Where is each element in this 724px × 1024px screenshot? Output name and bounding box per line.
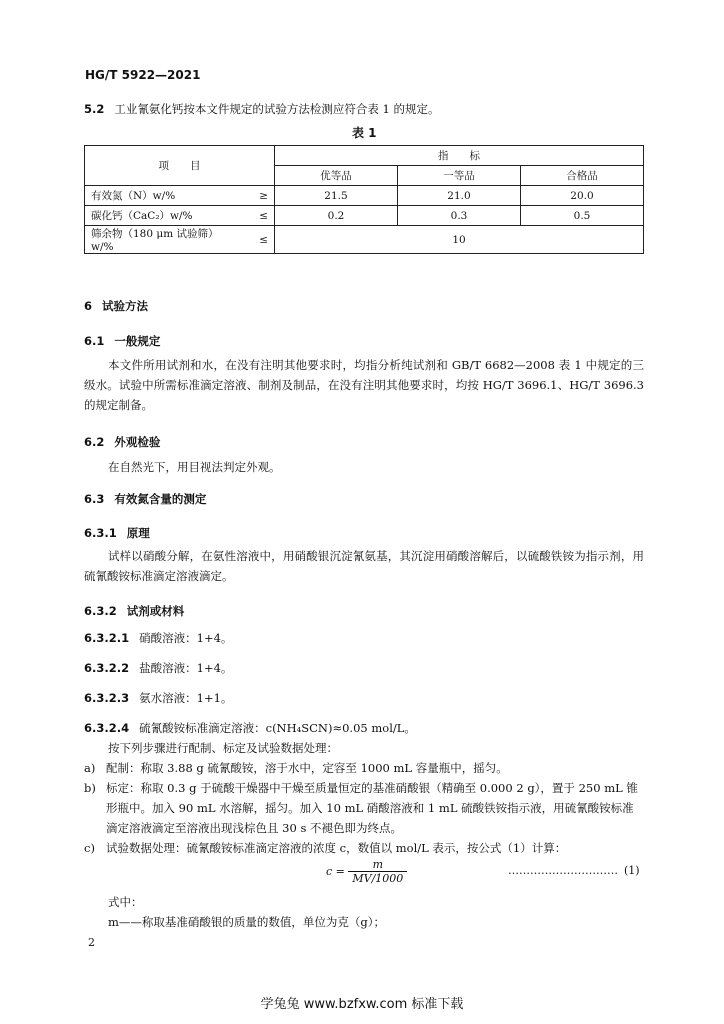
list-marker: a) (84, 761, 96, 775)
grade-cell: 优等品 (275, 166, 398, 186)
clause-5-2 (84, 101, 440, 117)
table-row (85, 206, 644, 226)
footer-watermark: 学兔兔 www.bzfxw.com 标准下载 (260, 997, 464, 1012)
formula-number: (1) (624, 864, 640, 877)
clause-title: 外观检验 (114, 435, 161, 449)
clause-number: 6.1 (84, 334, 105, 348)
clause-number: 6.3.2 (84, 604, 117, 618)
spec-table (84, 145, 644, 254)
clause-number: 6.3.2.4 (84, 721, 130, 735)
clause-number: 6.3.2.3 (84, 691, 130, 705)
standard-code: HG/T 5922—2021 (85, 68, 201, 82)
clause-6-3-2-3 (84, 690, 232, 706)
table-header-row (85, 146, 644, 166)
clause-6-3-1-heading (84, 525, 150, 541)
formula-fraction (348, 858, 407, 885)
formula-label (508, 864, 640, 877)
clause-title: 试剂或材料 (126, 604, 185, 618)
clause-6-3-2-heading (84, 603, 184, 619)
clause-6-3-2-4 (84, 720, 416, 736)
clause-title: 原理 (126, 526, 150, 540)
table-row (85, 226, 644, 254)
clause-6-2-body: 在自然光下，用目视法判定外观。 (108, 460, 281, 474)
value-cell: 21.0 (398, 186, 521, 206)
list-text: 标定：称取 0.3 g 于硫酸干燥器中干燥至质量恒定的基准硝酸银（精确至 0.000 2 g），置于 250 mL 锥形瓶中。加入 90 mL 水溶解，摇匀。加入 10 mL 硝酸溶液和 1 mL 硫酸铁铵指示液，用硫氰酸铵标准滴定溶液滴定至溶液出现浅棕色且 30 s 不褪色即为终点。 (106, 781, 638, 835)
clause-6-3-2-2 (84, 660, 232, 676)
page-number: 2 (88, 936, 95, 949)
value-cell: 0.3 (398, 206, 521, 226)
list-item (84, 778, 644, 838)
value-cell: 10 (275, 226, 644, 254)
clause-number: 6.2 (84, 435, 105, 449)
list-item (84, 758, 644, 778)
section-6-heading (84, 298, 148, 314)
row-symbol: ≤ (244, 206, 275, 226)
formula-denominator: MV/1000 (352, 872, 404, 885)
list-marker: c) (84, 841, 95, 855)
clause-number: 5.2 (84, 102, 105, 116)
row-symbol: ≤ (244, 226, 275, 254)
formula-lhs: c = (326, 865, 345, 878)
clause-number: 6.3.2.2 (84, 661, 130, 675)
value-cell: 20.0 (521, 186, 644, 206)
clause-title: 有效氮含量的测定 (114, 492, 207, 506)
section-title: 试验方法 (102, 299, 149, 313)
formula-1 (326, 858, 407, 885)
value-cell: 0.2 (275, 206, 398, 226)
where-intro: 式中： (108, 895, 143, 909)
value-cell: 21.5 (275, 186, 398, 206)
list-marker: b) (84, 781, 96, 795)
clause-number: 6.3 (84, 492, 105, 506)
section-number: 6 (84, 299, 93, 313)
clause-number: 6.3.2.1 (84, 631, 130, 645)
clause-text: 硫氰酸铵标准滴定溶液：c(NH₄SCN)≈0.05 mol/L。 (139, 721, 416, 735)
list-item (84, 838, 644, 858)
formula-dots: ………………………… (508, 864, 618, 877)
clause-text: 盐酸溶液：1+4。 (139, 661, 233, 675)
clause-6-3-2-1 (84, 630, 232, 646)
where-m-definition: m——称取基准硝酸银的质量的数值，单位为克（g）； (108, 915, 386, 929)
clause-6-3-1-body: 试样以硝酸分解，在氨性溶液中，用硝酸银沉淀氰氨基，其沉淀用硝酸溶解后，以硫酸铁铵为指示剂，用硫氰酸铵标准滴定溶液滴定。 (84, 549, 644, 583)
clause-number: 6.3.1 (84, 526, 117, 540)
grade-cell: 一等品 (398, 166, 521, 186)
clause-6-3-heading (84, 491, 206, 507)
clause-6-2-heading (84, 434, 160, 450)
list-text: 试验数据处理：硫氰酸铵标准滴定溶液的浓度 c，数值以 mol/L 表示，按公式（1）计算： (106, 841, 567, 855)
row-symbol: ≥ (244, 186, 275, 206)
row-label: 筛余物（180 μm 试验筛）w/% (85, 226, 245, 254)
grade-cell: 合格品 (521, 166, 644, 186)
clause-6-1-heading (84, 333, 160, 349)
row-label: 碳化钙（CaC₂）w/% (85, 206, 245, 226)
value-cell: 0.5 (521, 206, 644, 226)
clause-text: 氨水溶液：1+1。 (139, 691, 233, 705)
procedure-intro: 按下列步骤进行配制、标定及试验数据处理： (108, 741, 338, 755)
clause-text: 硝酸溶液：1+4。 (139, 631, 233, 645)
header-item: 项 目 (85, 146, 275, 186)
table-row (85, 186, 644, 206)
row-label: 有效氮（N）w/% (85, 186, 245, 206)
clause-title: 一般规定 (114, 334, 161, 348)
list-text: 配制：称取 3.88 g 硫氰酸铵，溶于水中，定容至 1000 mL 容量瓶中，摇匀。 (106, 761, 508, 775)
header-index: 指 标 (275, 146, 644, 166)
formula-numerator: m (348, 858, 407, 872)
table-title: 表 1 (352, 126, 377, 140)
clause-text: 工业氰氨化钙按本文件规定的试验方法检测应符合表 1 的规定。 (114, 102, 440, 116)
clause-6-1-body: 本文件所用试剂和水，在没有注明其他要求时，均指分析纯试剂和 GB/T 6682—2008 表 1 中规定的三级水。试验中所需标准滴定溶液、制剂及制品，在没有注明其他要求时，均按 HG/T 3696.1、HG/T 3696.3 的规定制备。 (84, 358, 644, 412)
